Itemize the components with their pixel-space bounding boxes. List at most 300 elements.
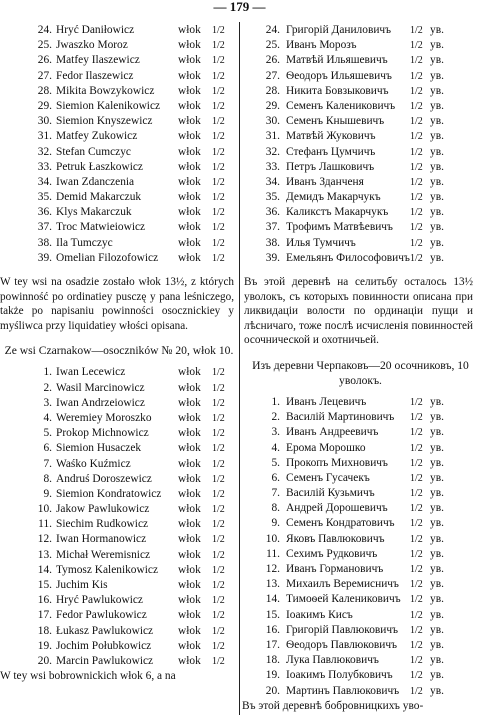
list-item [0, 205, 238, 220]
list-item [0, 502, 238, 517]
entry-num: 28. [265, 84, 280, 97]
entry-frac: 1/2 [212, 549, 225, 561]
entry-num: 8. [43, 472, 52, 485]
entry-name: Matfey Ilaszewicz [56, 54, 140, 67]
entry-unit: ув. [430, 191, 444, 204]
entry-num: 5. [271, 456, 280, 469]
entry-unit: ув. [430, 395, 444, 408]
list-item [0, 236, 238, 251]
entry-num: 37. [265, 221, 280, 234]
entry-frac: 1/2 [410, 579, 423, 591]
entry-unit: ув. [430, 39, 444, 52]
entry-name: Демидъ Макарчукъ [286, 191, 381, 204]
list-item [242, 205, 479, 220]
entry-unit: włok [178, 99, 201, 112]
entry-frac: 1/2 [212, 55, 225, 67]
entry-frac: 1/2 [212, 70, 225, 82]
entry-num: 20. [265, 684, 280, 697]
entry-num: 38. [37, 236, 52, 249]
entry-frac: 1/2 [410, 594, 423, 606]
entry-num: 25. [37, 39, 52, 52]
entry-frac: 1/2 [410, 176, 423, 188]
list-item [0, 220, 238, 235]
entry-frac: 1/2 [212, 428, 225, 440]
list-item [0, 38, 238, 53]
entry-frac: 1/2 [410, 222, 423, 234]
list-item [0, 365, 238, 380]
entry-num: 15. [37, 579, 52, 591]
entry-name: Мартинъ Павлюковичъ [286, 684, 400, 697]
entry-name: Siemion Kalenikowicz [56, 99, 161, 112]
entry-unit: ув. [430, 411, 444, 424]
entry-name: Iwan Hormanowicz [56, 533, 147, 546]
entry-frac: 1/2 [212, 131, 225, 143]
entry-num: 33. [37, 160, 52, 173]
entry-unit: ув. [430, 160, 444, 173]
entry-unit: włok [178, 206, 201, 219]
entry-frac: 1/2 [410, 655, 423, 667]
entry-name: Илья Тумчичъ [286, 236, 356, 249]
entry-num: 17. [37, 609, 52, 622]
entry-num: 29. [265, 99, 280, 112]
entry-frac: 1/2 [410, 427, 423, 439]
list-item [242, 220, 479, 235]
list-item [0, 487, 238, 502]
list-item [242, 623, 479, 638]
entry-unit: ув. [430, 54, 444, 67]
entry-name: Siemion Husaczek [56, 442, 142, 455]
entry-num: 34. [37, 175, 52, 188]
entry-name: Иванъ Андреевичъ [286, 426, 379, 439]
entry-num: 9. [43, 487, 52, 500]
entry-name: Marcin Pawlukowicz [56, 654, 154, 667]
right-name-list-1 [242, 23, 479, 266]
entry-frac: 1/2 [410, 412, 423, 424]
entry-unit: ув. [430, 638, 444, 651]
entry-num: 6. [271, 471, 280, 484]
entry-unit: ув. [430, 563, 444, 576]
entry-name: Siemion Kondratowicz [56, 487, 162, 500]
entry-name: Сехимъ Рудковичъ [286, 547, 378, 560]
entry-frac: 1/2 [212, 176, 225, 188]
entry-frac: 1/2 [212, 237, 225, 249]
entry-name: Іоакимъ Кисъ [286, 608, 353, 621]
entry-frac: 1/2 [212, 655, 225, 667]
list-item [0, 396, 238, 411]
entry-frac: 1/2 [212, 519, 225, 531]
entry-num: 18. [265, 654, 280, 667]
entry-name: Ерома Морошко [286, 441, 366, 454]
entry-frac: 1/2 [212, 625, 225, 637]
list-item [242, 236, 479, 251]
entry-frac: 1/2 [212, 192, 225, 204]
entry-unit: ув. [430, 654, 444, 667]
entry-name: Ila Tumczyc [56, 236, 113, 249]
list-item [242, 99, 479, 114]
entry-num: 3. [271, 426, 280, 439]
entry-frac: 1/2 [212, 488, 225, 500]
entry-name: Семенъ Кондратовичъ [286, 517, 395, 530]
entry-num: 5. [43, 427, 52, 440]
entry-unit: włok [178, 624, 201, 637]
entry-name: Ѳеодоръ Ильяшевичъ [286, 69, 392, 82]
right-name-list-2 [242, 395, 479, 699]
right-section-heading: Изъ деревни Черпаковъ—20 осочниковъ, 10 уволокъ. [252, 358, 469, 387]
entry-unit: włok [178, 84, 201, 97]
entry-name: Andruś Doroszewicz [56, 472, 152, 485]
list-item [242, 23, 479, 38]
entry-frac: 1/2 [410, 518, 423, 530]
entry-num: 16. [265, 623, 280, 636]
entry-unit: ув. [430, 502, 444, 515]
column-divider [239, 22, 240, 715]
entry-unit: ув. [430, 84, 444, 97]
entry-frac: 1/2 [212, 116, 225, 128]
entry-num: 26. [37, 54, 52, 67]
list-item [242, 456, 479, 471]
entry-unit: włok [178, 160, 201, 173]
entry-num: 12. [37, 533, 52, 546]
list-item [242, 38, 479, 53]
left-section-heading: Ze wsi Czarnakow—osoczników № 20, włok 10. [4, 344, 234, 358]
entry-frac: 1/2 [410, 161, 423, 173]
list-item [0, 532, 238, 547]
list-item [242, 532, 479, 547]
entry-unit: włok [178, 654, 201, 667]
list-item [0, 411, 238, 426]
list-item [0, 145, 238, 160]
entry-unit: włok [178, 594, 201, 607]
entry-num: 36. [37, 206, 52, 219]
entry-frac: 1/2 [212, 595, 225, 607]
entry-unit: ув. [430, 24, 444, 36]
entry-name: Андрей Дорошевичъ [286, 502, 388, 515]
list-item [0, 548, 238, 563]
entry-num: 19. [37, 639, 52, 652]
entry-name: Ѳеодоръ Павлюковичъ [286, 638, 398, 651]
entry-name: Матвѣй Ильяшевичъ [286, 54, 388, 67]
left-name-list-1 [0, 23, 238, 266]
entry-num: 10. [37, 503, 52, 516]
entry-num: 13. [37, 548, 52, 561]
entry-unit: ув. [430, 608, 444, 621]
entry-unit: włok [178, 381, 201, 394]
entry-unit: włok [178, 39, 201, 52]
entry-num: 34. [265, 175, 280, 188]
entry-unit: ув. [430, 456, 444, 469]
list-item [0, 563, 238, 578]
entry-num: 16. [37, 594, 52, 607]
entry-unit: ув. [430, 441, 444, 454]
entry-frac: 1/2 [212, 25, 225, 36]
entry-num: 27. [37, 69, 52, 82]
entry-unit: włok [178, 221, 201, 234]
list-item [0, 84, 238, 99]
entry-unit: włok [178, 54, 201, 67]
entry-name: Klys Makarczuk [56, 206, 132, 219]
list-item [0, 624, 238, 639]
entry-unit: ув. [430, 426, 444, 439]
entry-num: 1. [43, 366, 52, 379]
entry-unit: włok [178, 366, 201, 379]
entry-name: Василій Кузьмичъ [286, 487, 375, 500]
entry-frac: 1/2 [212, 580, 225, 591]
list-item [242, 577, 479, 592]
entry-frac: 1/2 [212, 40, 225, 52]
list-item [242, 425, 479, 440]
entry-frac: 1/2 [410, 533, 423, 545]
entry-frac: 1/2 [212, 443, 225, 455]
entry-name: Григорій Павлюковичъ [286, 623, 398, 636]
list-item [242, 69, 479, 84]
entry-unit: włok [178, 487, 201, 500]
entry-name: Siemion Knyszewicz [56, 115, 153, 128]
left-column-polish [0, 23, 238, 684]
entry-frac: 1/2 [212, 458, 225, 470]
entry-name: Григорій Даниловичъ [286, 24, 392, 36]
entry-name: Hryć Pawlukowicz [56, 594, 143, 607]
entry-num: 32. [265, 145, 280, 158]
entry-name: Тимоѳей Калениковичъ [286, 593, 401, 606]
entry-num: 24. [265, 24, 280, 36]
entry-unit: ув. [430, 251, 444, 264]
entry-num: 29. [37, 99, 52, 112]
entry-unit: włok [178, 130, 201, 143]
list-item [242, 441, 479, 456]
entry-num: 7. [271, 487, 280, 500]
entry-frac: 1/2 [410, 131, 423, 143]
entry-name: Стефанъ Цумчичъ [286, 145, 376, 158]
entry-unit: ув. [430, 206, 444, 219]
entry-name: Прокопъ Михновичъ [286, 456, 388, 469]
entry-name: Иванъ Зданченя [286, 175, 364, 188]
entry-num: 3. [43, 396, 52, 409]
entry-num: 12. [265, 563, 280, 576]
right-column-russian [242, 23, 479, 714]
entry-unit: ув. [430, 236, 444, 249]
entry-unit: włok [178, 639, 201, 652]
entry-name: Семенъ Калениковичъ [286, 99, 396, 112]
entry-frac: 1/2 [410, 25, 423, 36]
list-item [242, 145, 479, 160]
entry-num: 9. [271, 517, 280, 530]
entry-frac: 1/2 [212, 252, 225, 264]
entry-name: Иванъ Морозъ [286, 39, 357, 52]
entry-num: 25. [265, 39, 280, 52]
entry-unit: włok [178, 251, 201, 264]
entry-name: Weremiey Moroszko [56, 411, 152, 424]
entry-name: Waśko Kuźmicz [56, 457, 131, 470]
entry-frac: 1/2 [410, 146, 423, 158]
entry-num: 8. [271, 502, 280, 515]
entry-name: Omelian Filozofowicz [56, 251, 159, 264]
entry-num: 14. [37, 563, 52, 576]
entry-num: 32. [37, 145, 52, 158]
entry-name: Каликстъ Макарчукъ [286, 206, 389, 219]
entry-frac: 1/2 [212, 412, 225, 424]
list-item [242, 410, 479, 425]
entry-frac: 1/2 [212, 222, 225, 234]
entry-frac: 1/2 [212, 610, 225, 622]
list-item [242, 638, 479, 653]
entry-name: Iwan Andrzeiowicz [56, 396, 145, 409]
list-item [0, 593, 238, 608]
list-item [0, 53, 238, 68]
entry-num: 2. [271, 411, 280, 424]
entry-frac: 1/2 [410, 207, 423, 219]
list-item [242, 114, 479, 129]
list-item [0, 175, 238, 190]
entry-num: 31. [37, 130, 52, 143]
entry-frac: 1/2 [410, 70, 423, 82]
entry-unit: włok [178, 427, 201, 440]
entry-frac: 1/2 [410, 624, 423, 636]
entry-frac: 1/2 [410, 639, 423, 651]
entry-unit: włok [178, 563, 201, 576]
entry-frac: 1/2 [212, 564, 225, 576]
entry-name: Prokop Michnowicz [56, 427, 149, 440]
list-item [242, 160, 479, 175]
entry-name: Семенъ Гусачекъ [286, 471, 370, 484]
list-item [0, 99, 238, 114]
entry-name: Petruk Łaszkowicz [56, 160, 143, 173]
entry-unit: włok [178, 236, 201, 249]
entry-unit: włok [178, 175, 201, 188]
entry-name: Juchim Kis [56, 579, 108, 591]
entry-frac: 1/2 [410, 548, 423, 560]
entry-num: 33. [265, 160, 280, 173]
list-item [242, 471, 479, 486]
entry-name: Михаилъ Веремисничъ [286, 578, 399, 591]
entry-unit: ув. [430, 471, 444, 484]
entry-frac: 1/2 [410, 488, 423, 500]
list-item [0, 608, 238, 623]
list-item [242, 53, 479, 68]
entry-unit: włok [178, 518, 201, 531]
entry-num: 7. [43, 457, 52, 470]
entry-num: 19. [265, 669, 280, 682]
entry-name: Петръ Лашковичъ [286, 160, 375, 173]
entry-frac: 1/2 [410, 192, 423, 204]
entry-name: Fedor Ilaszewicz [56, 69, 134, 82]
entry-name: Iwan Zdanczenia [56, 175, 135, 188]
list-item [242, 251, 479, 266]
entry-unit: ув. [430, 69, 444, 82]
entry-frac: 1/2 [212, 161, 225, 173]
list-item [0, 639, 238, 654]
entry-unit: ув. [430, 221, 444, 234]
list-item [242, 486, 479, 501]
entry-unit: włok [178, 457, 201, 470]
entry-name: Troc Matwieiowicz [56, 221, 146, 234]
entry-frac: 1/2 [212, 100, 225, 112]
entry-name: Лука Павлюковичъ [286, 654, 379, 667]
entry-name: Iwan Lecewicz [56, 366, 126, 379]
entry-num: 30. [37, 115, 52, 128]
list-item [0, 129, 238, 144]
list-item [0, 251, 238, 266]
entry-num: 39. [37, 251, 52, 264]
entry-num: 17. [265, 638, 280, 651]
list-item [242, 592, 479, 607]
entry-unit: włok [178, 609, 201, 622]
right-paragraph: Въ этой деревнѣ на селитьбу осталось 13½ уволокъ, съ которыхъ повинности описана при ликвидаціи волости по ординаціи пущи и лѣсничаго, тоже послѣ исчисленія повинностей осочнической и охотничьей. [244, 276, 473, 347]
list-item [0, 69, 238, 84]
entry-name: Василій Мартиновичъ [286, 411, 395, 424]
list-item [242, 547, 479, 562]
entry-frac: 1/2 [410, 670, 423, 682]
list-item [0, 578, 238, 593]
entry-num: 2. [43, 381, 52, 394]
entry-name: Іоакимъ Полубковичъ [286, 669, 393, 682]
entry-frac: 1/2 [410, 564, 423, 576]
left-name-list-2 [0, 365, 238, 669]
entry-frac: 1/2 [212, 504, 225, 516]
entry-unit: ув. [430, 578, 444, 591]
entry-frac: 1/2 [410, 55, 423, 67]
entry-unit: ув. [430, 99, 444, 112]
entry-unit: ув. [430, 684, 444, 697]
entry-name: Jakow Pawlukowicz [56, 503, 150, 516]
entry-unit: ув. [430, 175, 444, 188]
list-item [242, 84, 479, 99]
entry-name: Jwaszko Moroz [56, 39, 128, 52]
entry-frac: 1/2 [212, 85, 225, 97]
entry-frac: 1/2 [410, 252, 423, 264]
entry-num: 4. [43, 411, 52, 424]
entry-name: Емельянъ Философовичъ [286, 251, 410, 264]
entry-unit: włok [178, 472, 201, 485]
entry-name: Иванъ Гормановичъ [286, 563, 384, 576]
entry-frac: 1/2 [410, 457, 423, 469]
entry-frac: 1/2 [212, 367, 225, 379]
entry-num: 37. [37, 221, 52, 234]
entry-name: Никита Бовзыковичъ [286, 84, 389, 97]
entry-name: Jochim Połubkowicz [56, 639, 152, 652]
entry-name: Wasil Marcinowicz [56, 381, 145, 394]
entry-num: 20. [37, 654, 52, 667]
entry-num: 30. [265, 115, 280, 128]
entry-frac: 1/2 [212, 207, 225, 219]
entry-name: Семенъ Кнышевичъ [286, 115, 385, 128]
entry-frac: 1/2 [212, 640, 225, 652]
list-item [0, 160, 238, 175]
entry-frac: 1/2 [410, 40, 423, 52]
entry-num: 38. [265, 236, 280, 249]
list-item [0, 426, 238, 441]
entry-unit: ув. [430, 669, 444, 682]
entry-unit: włok [178, 533, 201, 546]
entry-num: 26. [265, 54, 280, 67]
list-item [242, 608, 479, 623]
entry-unit: włok [178, 24, 201, 36]
entry-frac: 1/2 [212, 397, 225, 409]
entry-unit: włok [178, 145, 201, 158]
list-item [242, 175, 479, 190]
list-item [242, 668, 479, 683]
list-item [0, 114, 238, 129]
list-item [0, 23, 238, 38]
entry-name: Matfey Zukowicz [56, 130, 138, 143]
list-item [242, 501, 479, 516]
entry-unit: włok [178, 115, 201, 128]
entry-unit: włok [178, 411, 201, 424]
entry-name: Łukasz Pawlukowicz [56, 624, 154, 637]
entry-name: Mikita Bowzykowicz [56, 84, 155, 97]
entry-frac: 1/2 [410, 685, 423, 697]
entry-frac: 1/2 [410, 85, 423, 97]
entry-name: Stefan Cumczyc [56, 145, 131, 158]
